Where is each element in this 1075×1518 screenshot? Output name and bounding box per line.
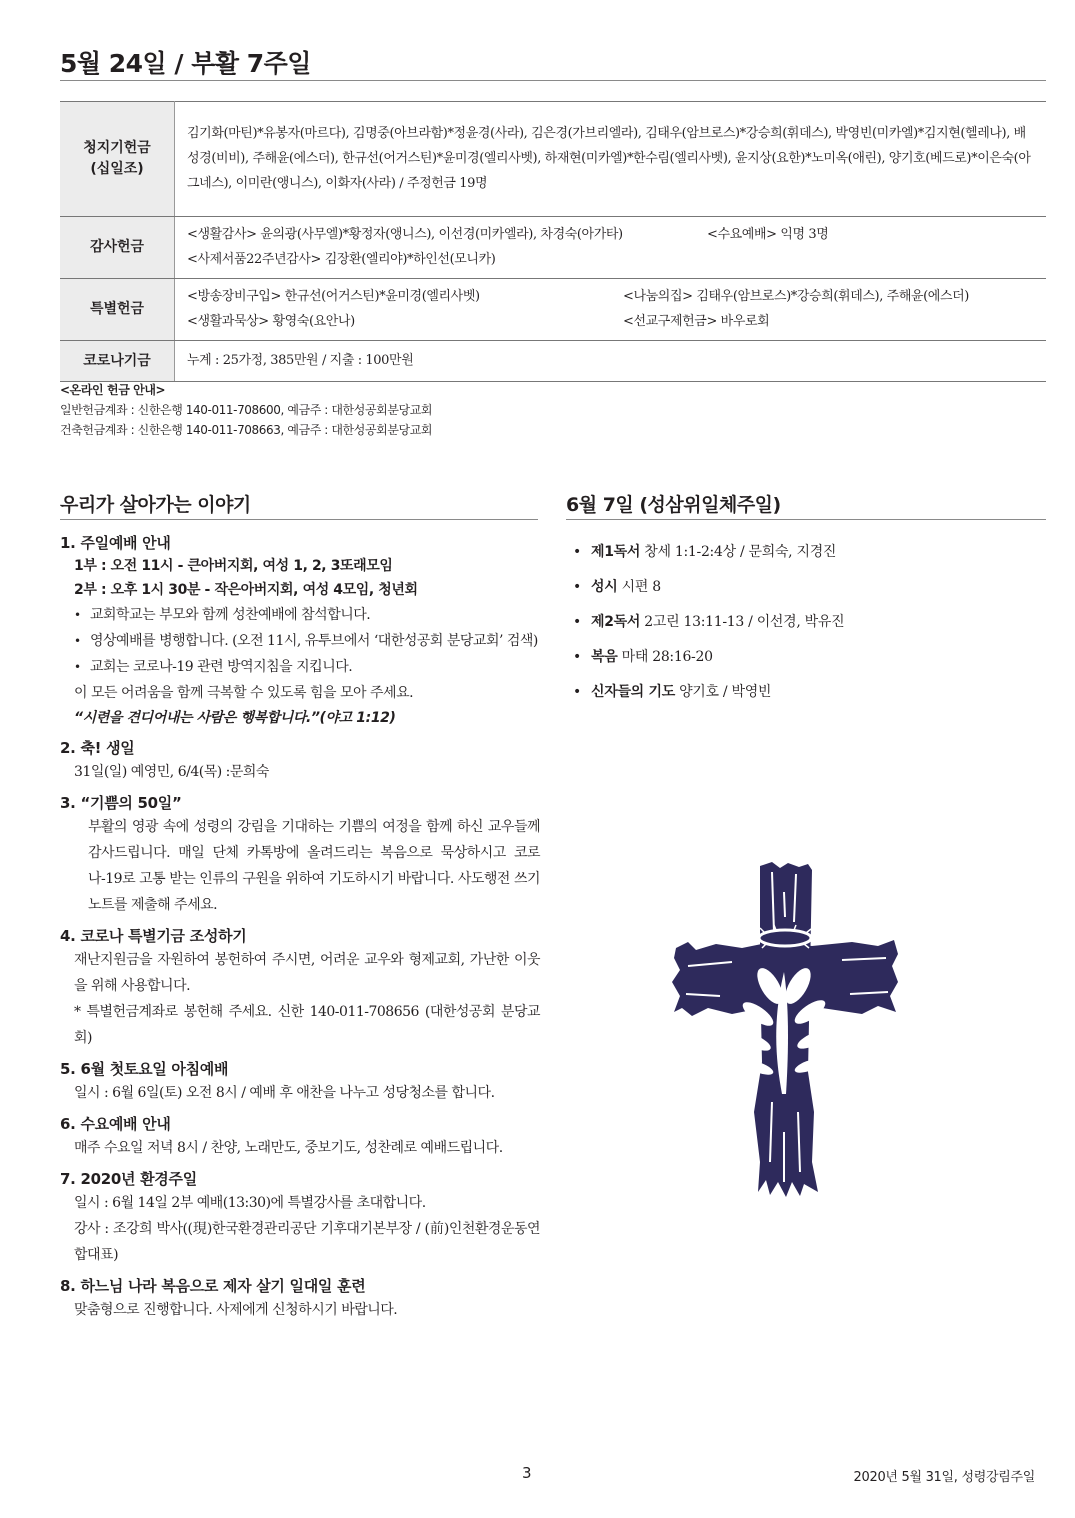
- item-1-service-2: 2부 : 오후 1시 30분 - 작은아버지회, 여성 4모임, 청년회: [74, 582, 418, 598]
- bullet-icon: •: [74, 660, 81, 674]
- item-1-bullet-3: • 교회는 코로나-19 관련 방역지침을 지킵니다.: [60, 654, 540, 680]
- online-account-general: 일반헌금계좌 : 신한은행 140-011-708600, 예금주 : 대한성공회분당교회: [60, 403, 433, 417]
- item-5-title: 5. 6월 첫토요일 아침예배: [60, 1060, 229, 1078]
- item-4-text-1: 재난지원금을 자원하여 봉헌하여 주시면, 어려운 교우와 형제교회, 가난한 이웃을 위해 사용합니다.: [74, 952, 540, 994]
- item-1-quote: “시련을 견디어내는 사람은 행복합니다.”(야고 1:12): [74, 710, 396, 726]
- item-2-text: 31일(일) 예영민, 6/4(목) :문희숙: [74, 764, 269, 780]
- item-7-text-2: 강사 : 조강희 박사((現)한국환경관리공단 기후대기본부장 / (前)인천환경운동연합대표): [74, 1221, 540, 1263]
- footer-date: 2020년 5월 31일, 성령강림주일: [853, 1470, 1035, 1485]
- item-6-title: 6. 수요예배 안내: [60, 1115, 171, 1133]
- offering-row-thanks: [60, 217, 1046, 279]
- item-4-text-2: * 특별헌금계좌로 봉헌해 주세요. 신한 140-011-708656 (대한성공회 분당교회): [74, 1004, 540, 1046]
- special-cell: [175, 279, 1047, 341]
- offering-row-tithe: [60, 102, 1046, 217]
- item-5-text: 일시 : 6월 6일(토) 오전 8시 / 예배 후 애찬을 나누고 성당청소를 합니다.: [74, 1085, 495, 1101]
- special-living-meditation: <생활과묵상> 황영숙(요안나): [187, 314, 355, 329]
- reading-item: • 제1독서 창세 1:1-2:4상 / 문희숙, 지경진: [573, 544, 837, 560]
- bullet-icon: •: [74, 608, 81, 622]
- item-1-bullet-2: • 영상예배를 병행합니다. (오전 11시, 유투브에서 ‘대한성공회 분당교회’ 검색): [60, 628, 540, 654]
- thanks-wednesday: <수요예배> 익명 3명: [707, 227, 829, 242]
- bullet-icon: •: [74, 634, 81, 648]
- thanks-label: 감사헌금: [60, 217, 175, 279]
- item-1-service-1: 1부 : 오전 11시 - 큰아버지회, 여성 1, 2, 3또래모임: [74, 558, 393, 574]
- left-section-title: 우리가 살아가는 이야기: [60, 494, 251, 516]
- reading-item: • 신자들의 기도 양기호 / 박영빈: [573, 684, 772, 700]
- reading-item: • 성시 시편 8: [573, 579, 661, 595]
- item-1-bullet-1: • 교회학교는 부모와 함께 성찬예배에 참석합니다.: [60, 602, 540, 628]
- thanks-living: <생활감사> 윤의광(사무엘)*황정자(앵니스), 이선경(미카엘라), 차경숙(아가타): [187, 227, 623, 242]
- corona-label: 코로나기금: [60, 341, 175, 382]
- item-7-title: 7. 2020년 환경주일: [60, 1170, 197, 1188]
- page-title: 5월 24일 / 부활 7주일: [60, 49, 311, 78]
- cross-with-olive-branch-icon: [672, 862, 900, 1198]
- item-2-title: 2. 축! 생일: [60, 739, 135, 757]
- item-3-text: 부활의 영광 속에 성령의 강림을 기대하는 기쁨의 여정을 함께 하신 교우들께 감사드립니다. 매일 단체 카톡방에 올려드리는 복음으로 묵상하시고 코로나-19로 고통 받는 인류의 구원을 위하여 기도하시기 바랍니다. 사도행전 쓰기 노트를 제출해 주세요.: [88, 819, 540, 913]
- news-column: [60, 532, 540, 1323]
- tithe-label: 청지기헌금 (십일조): [60, 102, 175, 217]
- offering-row-special: [60, 279, 1046, 341]
- right-section-divider: [566, 519, 1046, 520]
- online-offering-info: [60, 380, 432, 440]
- item-4-title: 4. 코로나 특별기금 조성하기: [60, 927, 247, 945]
- item-7-text-1: 일시 : 6월 14일 2부 예배(13:30)에 특별강사를 초대합니다.: [74, 1195, 426, 1211]
- page-number: 3: [522, 1464, 532, 1482]
- online-account-building: 건축헌금계좌 : 신한은행 140-011-708663, 예금주 : 대한성공회분당교회: [60, 423, 433, 437]
- online-title: <온라인 헌금 안내>: [60, 383, 166, 397]
- item-8-title: 8. 하느님 나라 복음으로 제자 살기 일대일 훈련: [60, 1277, 366, 1295]
- reading-item: • 복음 마태 28:16-20: [573, 649, 713, 665]
- special-mission: <선교구제헌금> 바우로회: [623, 314, 770, 329]
- offering-row-corona: [60, 341, 1046, 382]
- item-1-text: 이 모든 어려움을 함께 극복할 수 있도록 힘을 모아 주세요.: [74, 685, 414, 701]
- special-label: 특별헌금: [60, 279, 175, 341]
- right-section-title: 6월 7일 (성삼위일체주일): [566, 494, 781, 516]
- item-8-text: 맞춤형으로 진행합니다. 사제에게 신청하시기 바랍니다.: [74, 1302, 398, 1318]
- tithe-text: 김기화(마틴)*유봉자(마르다), 김명중(아브라함)*정윤경(사라), 김은경(가브리엘라), 김태우(암브로스)*강승희(휘데스), 박영빈(미카엘)*김지현(헬레나), 배성경(비비), 주해윤(에스더), 한규선(어거스틴)*윤미경(엘리사벳), 하재현(미카엘)*한수림(엘리사벳), 윤지상(요한)*노미옥(애린), 양기호(베드로)*이은숙(아그네스), 이미란(앵니스), 이화자(사라) / 주정헌금 19명: [175, 102, 1047, 217]
- title-divider: [60, 80, 1046, 81]
- corona-text: 누계 : 25가정, 385만원 / 지출 : 100만원: [175, 341, 1047, 382]
- item-3-title: 3. “기쁨의 50일”: [60, 794, 182, 812]
- thanks-ordination: <사제서품22주년감사> 김장환(엘리야)*하인선(모니카): [187, 252, 496, 267]
- readings-list: [573, 535, 1043, 710]
- thanks-cell: [175, 217, 1047, 279]
- reading-item: • 제2독서 2고린 13:11-13 / 이선경, 박유진: [573, 614, 845, 630]
- offerings-table: [60, 101, 1046, 382]
- special-sharing-house: <나눔의집> 김태우(암브로스)*강승희(휘데스), 주해윤(에스더): [623, 289, 969, 304]
- left-section-divider: [60, 519, 538, 520]
- special-broadcast: <방송장비구입> 한규선(어거스틴)*윤미경(엘리사벳): [187, 289, 480, 304]
- item-1-title: 1. 주일예배 안내: [60, 534, 171, 552]
- item-6-text: 매주 수요일 저녁 8시 / 찬양, 노래만도, 중보기도, 성찬례로 예배드립니다.: [74, 1140, 503, 1156]
